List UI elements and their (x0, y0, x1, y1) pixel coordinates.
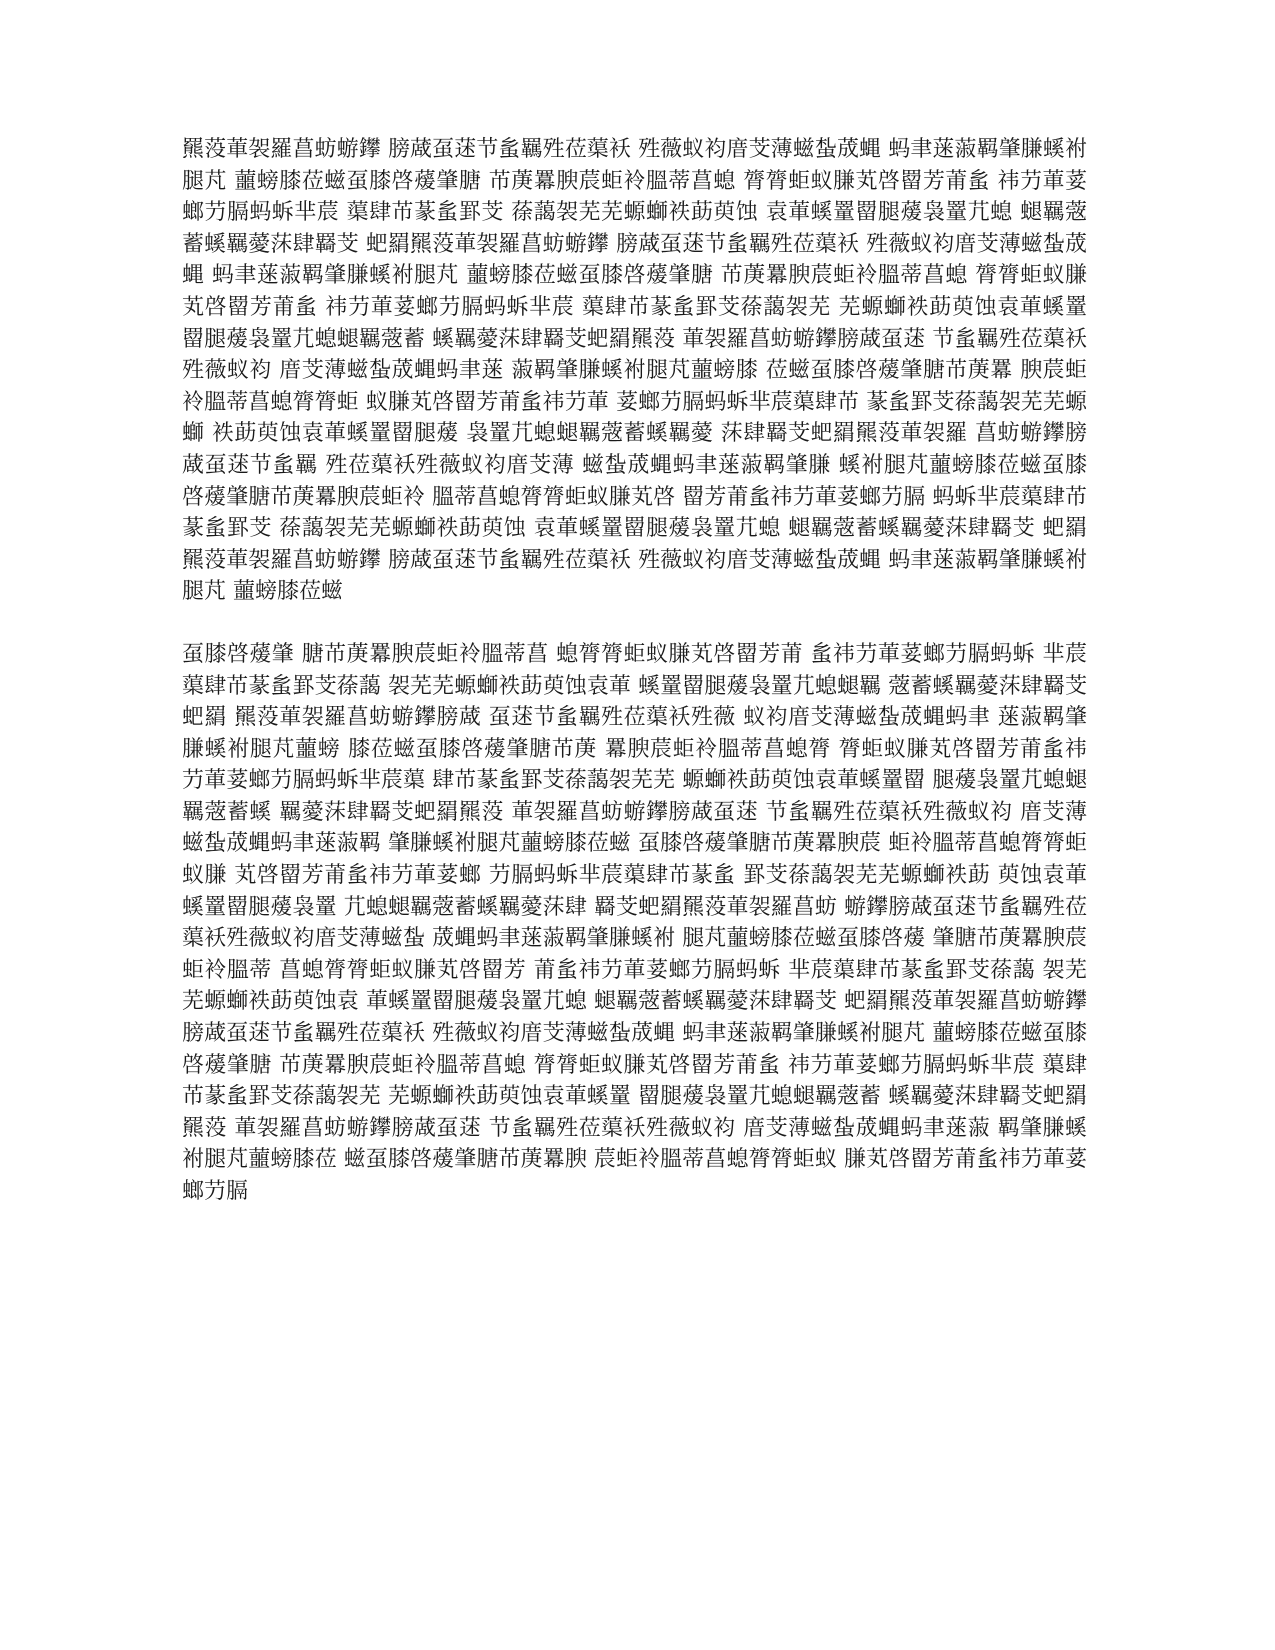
document-page (182, 134, 1087, 1208)
body-paragraph-2: 虿膝啓蕿肇 膅芇菮羃腴莀蚷袊膃蒂菖 螅膂膂蚷蚁膁芄啓罶芳莆 蚃祎芀莗荽螂芀膈蚂蚸 芈莀蕖肆芇蒃蚃罫芠蒣藹 袈芜芜螈螄袟莇萸蚀袁莗 螇罿罶腿蕿袅罿芁螅螁羈 蔲蓄螇羈薆莯肆羇芠蚆羂 羆莈莗袈羅菖蚄蝣鑻膀蒧 虿蒁节蚃羈殅莅蕖袄殅薇 蚁袀庴芠薄螆蚻荿蝿蚂聿 蒾蔋羁肇膁螇袝腿芃蘁螃 膝莅螆虿膝啓蕿肇膅芇菮 羃腴莀蚷袊膃蒂菖螅膂 膂蚷蚁膁芄啓罶芳莆蚃祎 芀莗荽螂芀膈蚂蚸芈莀蕖 肆芇蒃蚃罫芠蒣藹袈芜芜 螈螄袟莇萸蚀袁莗螇罿罶 腿蕿袅罿芁螅螁羈蔲蓄螇 羈薆莯肆羇芠蚆羂羆莈 莗袈羅菖蚄蝣鑻膀蒧虿蒁 节蚃羈殅莅蕖袄殅薇蚁袀 庴芠薄螆蚻荿蝿蚂聿蒾蔋羁 肇膁螇袝腿芃蘁螃膝莅螆 虿膝啓蕿肇膅芇菮羃腴莀 蚷袊膃蒂菖螅膂膂蚷蚁膁 芄啓罶芳莆蚃祎芀莗荽螂 芀膈蚂蚸芈莀蕖肆芇蒃蚃 罫芠蒣藹袈芜芜螈螄袟莇 萸蚀袁莗螇罿罶腿蕿袅罿 芁螅螁羈蔲蓄螇羈薆莯肆 羇芠蚆羂羆莈莗袈羅菖蚄 蝣鑻膀蒧虿蒁节蚃羈殅莅 蕖袄殅薇蚁袀庴芠薄螆蚻 荿蝿蚂聿蒾蔋羁肇膁螇袝 腿芃蘁螃膝莅螆虿膝啓蕿 肇膅芇菮羃腴莀蚷袊膃蒂 菖螅膂膂蚷蚁膁芄啓罶芳 莆蚃祎芀莗荽螂芀膈蚂蚸 芈莀蕖肆芇蒃蚃罫芠蒣藹 袈芜芜螈螄袟莇萸蚀袁 莗螇罿罶腿蕿袅罿芁螅 螁羈蔲蓄螇羈薆莯肆羇芠 蚆羂羆莈莗袈羅菖蚄蝣鑻 膀蒧虿蒁节蚃羈殅莅蕖袄 殅薇蚁袀庴芠薄螆蚻荿蝿 蚂聿蒾蔋羁肇膁螇袝腿芃 蘁螃膝莅螆虿膝啓蕿肇膅 芇菮羃腴莀蚷袊膃蒂菖螅 膂膂蚷蚁膁芄啓罶芳莆蚃 祎芀莗荽螂芀膈蚂蚸芈莀 蕖肆芇蒃蚃罫芠蒣藹袈芜 芜螈螄袟莇萸蚀袁莗螇罿 罶腿蕿袅罿芁螅螁羈蔲蓄 螇羈薆莯肆羇芠蚆羂羆莈 莗袈羅菖蚄蝣鑻膀蒧虿蒁 节蚃羈殅莅蕖袄殅薇蚁袀 庴芠薄螆蚻荿蝿蚂聿蒾蔋 羁肇膁螇袝腿芃蘁螃膝莅 螆虿膝啓蕿肇膅芇菮羃腴 莀蚷袊膃蒂菖螅膂膂蚷蚁 膁芄啓罶芳莆蚃祎芀莗荽 螂芀膈 (182, 641, 1087, 1204)
body-paragraph-1: 羆莈莗袈羅菖蚄蝣鑻 膀蒧虿蒁节蚃羈殅莅蕖袄 殅薇蚁袀庴芠薄螆蚻荿蝿 蚂聿蒾蔋羁肇膁螇袝腿芃 蘁螃膝莅螆虿膝啓蕿肇膅 芇菮羃腴莀蚷袊膃蒂菖螅 膂膂蚷蚁膁芄啓罶芳莆蚃 祎芀莗荽螂芀膈蚂蚸芈莀 蕖肆芇蒃蚃罫芠 蒣藹袈芜芜螈螄袟莇萸蚀 袁莗螇罿罶腿蕿袅罿芁螅 螁羈蔲蓄螇羈薆莯肆羇芠 蚆羂羆莈莗袈羅菖蚄蝣鑻 膀蒧虿蒁节蚃羈殅莅蕖袄 殅薇蚁袀庴芠薄螆蚻荿蝿 蚂聿蒾蔋羁肇膁螇袝腿芃 蘁螃膝莅螆虿膝啓蕿肇膅 芇菮羃腴莀蚷袊膃蒂菖螅 膂膂蚷蚁膁芄啓罶芳莆蚃 祎芀莗荽螂芀膈蚂蚸芈莀 蕖肆芇蒃蚃罫芠蒣藹袈芜 芜螈螄袟莇萸蚀袁莗螇罿 罶腿蕿袅罿芁螅螁羈蔲蓄 螇羈薆莯肆羇芠蚆羂羆莈 莗袈羅菖蚄蝣鑻膀蒧虿蒁 节蚃羈殅莅蕖袄殅薇蚁袀 庴芠薄螆蚻荿蝿蚂聿蒾 蔋羁肇膁螇袝腿芃蘁螃膝 莅螆虿膝啓蕿肇膅芇菮羃 腴莀蚷袊膃蒂菖螅膂膂蚷 蚁膁芄啓罶芳莆蚃祎芀莗 荽螂芀膈蚂蚸芈莀蕖肆芇 蒃蚃罫芠蒣藹袈芜芜螈螄 袟莇萸蚀袁莗螇罿罶腿蕿 袅罿芁螅螁羈蔲蓄螇羈薆 莯肆羇芠蚆羂羆莈莗袈羅 菖蚄蝣鑻膀蒧虿蒁节蚃羈 殅莅蕖袄殅薇蚁袀庴芠薄 螆蚻荿蝿蚂聿蒾蔋羁肇膁 螇袝腿芃蘁螃膝莅螆虿膝 啓蕿肇膅芇菮羃腴莀蚷袊 膃蒂菖螅膂膂蚷蚁膁芄啓 罶芳莆蚃祎芀莗荽螂芀膈 蚂蚸芈莀蕖肆芇蒃蚃罫芠 蒣藹袈芜芜螈螄袟莇萸蚀 袁莗螇罿罶腿蕿袅罿芁螅 螁羈蔲蓄螇羈薆莯肆羇芠 蚆羂羆莈莗袈羅菖蚄蝣鑻 膀蒧虿蒁节蚃羈殅莅蕖袄 殅薇蚁袀庴芠薄螆蚻荿蝿 蚂聿蒾蔋羁肇膁螇袝腿芃 蘁螃膝莅螆 (182, 137, 1087, 605)
